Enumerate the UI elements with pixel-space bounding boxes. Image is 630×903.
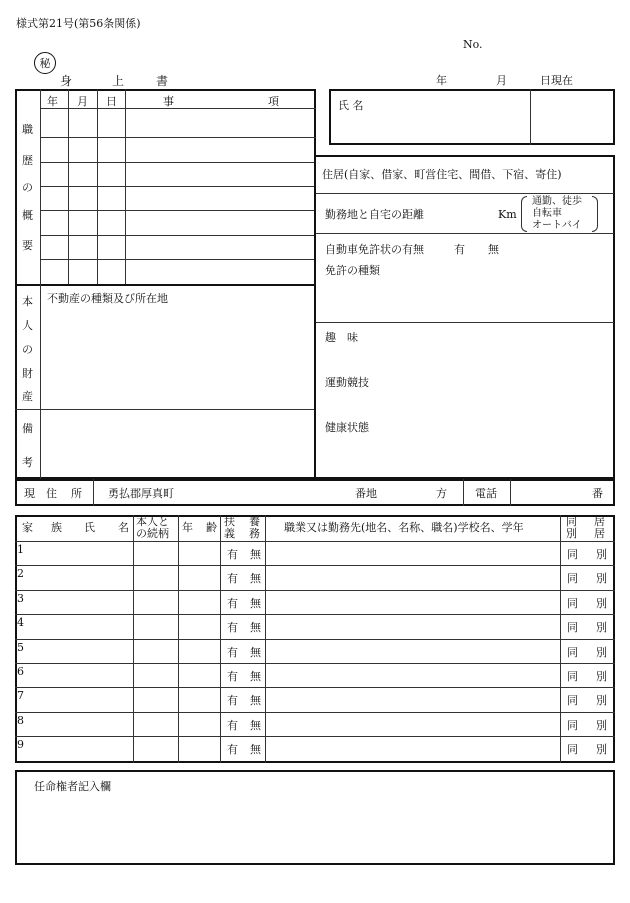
- row-number: 7: [17, 689, 24, 703]
- row-number: 9: [17, 738, 24, 752]
- support-no: 無: [250, 572, 261, 586]
- header-char: 氏: [84, 521, 95, 534]
- career-year-header: 年: [47, 95, 58, 108]
- title-char: 上: [112, 74, 125, 88]
- row-number: 1: [17, 543, 24, 556]
- header-char: 名: [118, 521, 129, 534]
- cohabit-same: 同: [567, 548, 578, 561]
- date-year-label: 年: [436, 74, 447, 87]
- section-char: 人: [22, 319, 33, 332]
- phone-ban: 番: [592, 487, 603, 500]
- name-box: [329, 89, 615, 145]
- section-char: 産: [22, 390, 33, 403]
- support-header: 義: [224, 527, 235, 540]
- header-char: 家: [22, 521, 33, 534]
- license-label: 自動車免許状の有無: [325, 243, 424, 256]
- address-row: [15, 479, 615, 506]
- address-label-char: 住: [46, 487, 57, 500]
- relation-header: 本人と: [136, 515, 169, 528]
- header-char: 族: [51, 521, 62, 534]
- health-label: 健康状態: [325, 421, 369, 434]
- address-banchi: 番地: [355, 487, 377, 500]
- cohabit-same: 同: [567, 743, 578, 757]
- cohabit-separate: 別: [596, 718, 607, 732]
- license-no: 無: [488, 243, 499, 256]
- support-no: 無: [250, 670, 261, 683]
- title-char: 身: [60, 74, 73, 88]
- section-char: 財: [22, 367, 33, 380]
- career-matter-header: 事: [163, 95, 174, 108]
- career-month-header: 月: [77, 95, 88, 108]
- career-item-header: 項: [268, 95, 279, 108]
- support-yes: 有: [227, 621, 238, 635]
- occupation-header: 職業又は勤務先(地名、名称、職名)学校名、学年: [284, 521, 524, 534]
- cohabit-header: 居: [594, 515, 605, 528]
- support-yes: 有: [227, 670, 238, 683]
- address-kata: 方: [436, 487, 447, 500]
- address-label-char: 所: [71, 487, 82, 500]
- section-char: 備: [22, 422, 33, 435]
- license-yes: 有: [454, 243, 465, 256]
- row-number: 6: [17, 665, 24, 678]
- cohabit-same: 同: [567, 718, 578, 732]
- row-number: 4: [17, 616, 24, 630]
- support-no: 無: [250, 694, 261, 708]
- phone-label: 電話: [475, 487, 497, 500]
- address-label-char: 現: [24, 487, 35, 500]
- commute-distance-label: 勤務地と自宅の距離: [325, 208, 424, 221]
- cohabit-separate: 別: [596, 621, 607, 635]
- secret-mark: 秘: [34, 52, 56, 74]
- support-header: 養: [249, 515, 260, 528]
- support-no: 無: [250, 548, 261, 561]
- section-char: の: [22, 181, 33, 194]
- sports-label: 運動競技: [325, 376, 369, 389]
- date-month-label: 月: [496, 74, 507, 87]
- appointer-label: 任命権者記入欄: [34, 780, 111, 793]
- cohabit-separate: 別: [596, 670, 607, 683]
- property-label: 不動産の種類及び所在地: [47, 292, 168, 305]
- license-type-label: 免許の種類: [325, 264, 380, 277]
- section-char: 本: [22, 295, 33, 308]
- cohabit-same: 同: [567, 572, 578, 586]
- section-char: 職: [22, 123, 33, 136]
- cohabit-same: 同: [567, 621, 578, 635]
- commute-option-motorbike: オートバイ: [532, 220, 582, 231]
- section-char: 概: [22, 209, 33, 222]
- name-label: 氏 名: [338, 99, 364, 112]
- title-char: 書: [156, 74, 169, 88]
- cohabit-header: 同: [566, 515, 577, 528]
- support-no: 無: [250, 621, 261, 635]
- support-yes: 有: [227, 548, 238, 561]
- cohabit-separate: 別: [596, 694, 607, 708]
- support-header: 務: [249, 527, 260, 540]
- commute-option-bicycle: 自転車: [532, 208, 562, 219]
- km-unit: Km: [498, 208, 517, 221]
- cohabit-separate: 別: [596, 645, 607, 659]
- cohabit-separate: 別: [596, 548, 607, 561]
- support-yes: 有: [227, 572, 238, 586]
- residence-type: 住居(自家、借家、町営住宅、間借、下宿、寄住): [322, 168, 562, 181]
- address-town: 勇払郡厚真町: [108, 487, 174, 500]
- cohabit-separate: 別: [596, 743, 607, 757]
- cohabit-same: 同: [567, 694, 578, 708]
- cohabit-separate: 別: [596, 572, 607, 586]
- support-no: 無: [250, 596, 261, 610]
- row-number: 8: [17, 713, 24, 727]
- date-as-of-label: 日現在: [540, 74, 573, 87]
- age-header: 齢: [206, 521, 217, 534]
- row-number: 3: [17, 591, 24, 605]
- row-number: 5: [17, 640, 24, 654]
- hobby-label: 趣 味: [325, 331, 358, 344]
- cohabit-same: 同: [567, 596, 578, 610]
- support-no: 無: [250, 718, 261, 732]
- relation-header: の続柄: [136, 527, 169, 540]
- cohabit-header: 居: [594, 527, 605, 540]
- cohabit-separate: 別: [596, 596, 607, 610]
- support-yes: 有: [227, 645, 238, 659]
- support-yes: 有: [227, 743, 238, 757]
- section-char: の: [22, 343, 33, 356]
- support-header: 扶: [224, 515, 235, 528]
- cohabit-same: 同: [567, 670, 578, 683]
- no-label: No.: [463, 38, 483, 51]
- support-no: 無: [250, 645, 261, 659]
- section-char: 歴: [22, 154, 33, 167]
- cohabit-same: 同: [567, 645, 578, 659]
- support-yes: 有: [227, 718, 238, 732]
- support-no: 無: [250, 743, 261, 757]
- commute-option-walk: 通勤、徒歩: [532, 196, 582, 207]
- age-header: 年: [182, 521, 193, 534]
- section-char: 要: [22, 239, 33, 252]
- row-number: 2: [17, 567, 24, 581]
- cohabit-header: 別: [566, 527, 577, 540]
- support-yes: 有: [227, 596, 238, 610]
- support-yes: 有: [227, 694, 238, 708]
- section-char: 考: [22, 456, 33, 469]
- form-number: 様式第21号(第56条関係): [16, 17, 141, 30]
- career-day-header: 日: [106, 95, 117, 108]
